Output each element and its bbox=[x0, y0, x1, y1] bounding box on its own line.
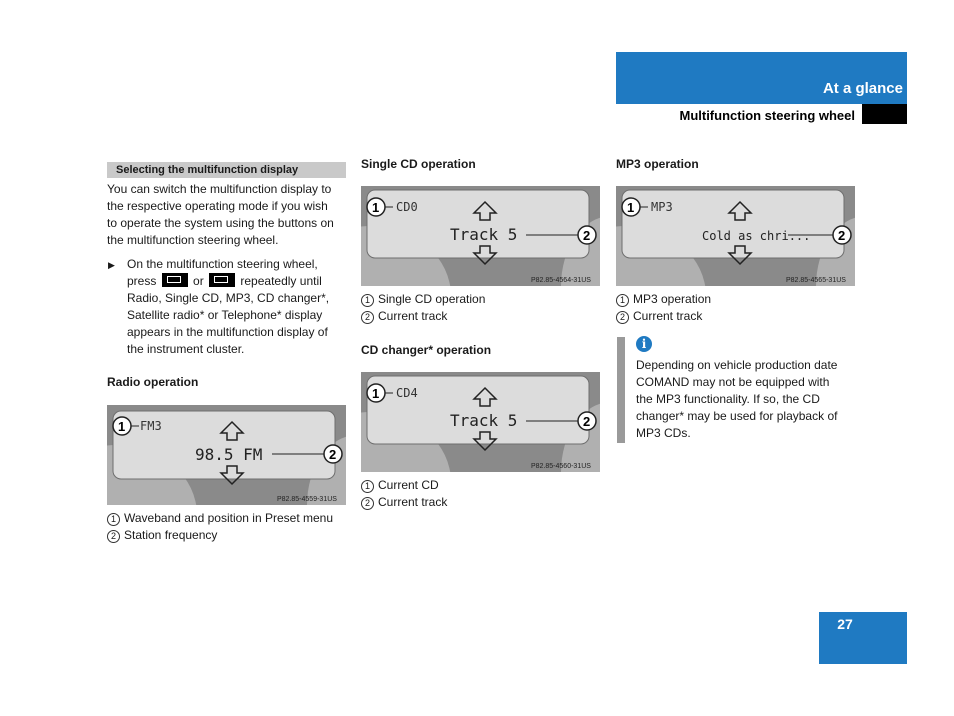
section-marker-bar bbox=[862, 104, 907, 124]
step-repeat-text: repeatedly until bbox=[240, 274, 322, 288]
shaded-heading: Selecting the multifunction display bbox=[107, 162, 346, 178]
caption-number: 2 bbox=[361, 311, 374, 324]
single-cd-captions bbox=[361, 291, 606, 325]
caption-item bbox=[361, 308, 606, 325]
svg-text:1: 1 bbox=[627, 200, 635, 215]
step-or-text: or bbox=[193, 274, 204, 288]
single-cd-heading: Single CD operation bbox=[361, 157, 476, 171]
intro-line: You can switch the multifunction display to bbox=[107, 182, 332, 196]
radio-display-image bbox=[107, 405, 346, 505]
caption-number: 2 bbox=[361, 497, 374, 510]
image-reference: P82.85-4559-31US bbox=[277, 496, 337, 503]
caption-item bbox=[616, 308, 861, 325]
svg-text:2: 2 bbox=[838, 228, 846, 243]
caption-item bbox=[107, 527, 352, 544]
step-line: Satellite radio* or Telephone* display bbox=[127, 308, 323, 322]
caption-item bbox=[361, 291, 606, 308]
info-line: COMAND may not be equipped with bbox=[636, 375, 830, 389]
display-select-up-button-icon bbox=[162, 273, 188, 287]
caption-number: 2 bbox=[107, 530, 120, 543]
caption-number: 2 bbox=[616, 311, 629, 324]
caption-item bbox=[361, 477, 606, 494]
display-value: Track 5 bbox=[450, 225, 518, 244]
caption-text: Single CD operation bbox=[378, 292, 486, 306]
display-mode-label: CD4 bbox=[396, 386, 418, 400]
image-reference: P82.85-4565-31US bbox=[786, 277, 846, 284]
radio-heading: Radio operation bbox=[107, 375, 199, 389]
step-press-text: press bbox=[127, 274, 157, 288]
caption-item bbox=[616, 291, 861, 308]
page-number: 27 bbox=[837, 616, 853, 632]
caption-item bbox=[107, 510, 352, 527]
info-line: the MP3 functionality. If so, the CD bbox=[636, 392, 820, 406]
caption-text: MP3 operation bbox=[633, 292, 712, 306]
cd-changer-captions bbox=[361, 477, 606, 511]
display-mode-label: MP3 bbox=[651, 200, 673, 214]
step-line: appears in the multifunction display of bbox=[127, 325, 328, 339]
caption-number: 1 bbox=[361, 294, 374, 307]
step-block bbox=[107, 256, 352, 358]
svg-text:1: 1 bbox=[372, 386, 380, 401]
step-line: the instrument cluster. bbox=[127, 342, 245, 356]
info-note-bar bbox=[617, 337, 625, 443]
caption-text: Current track bbox=[633, 309, 703, 323]
svg-text:2: 2 bbox=[583, 228, 591, 243]
step-line-press bbox=[127, 273, 352, 290]
bullet-triangle-icon: ▶ bbox=[108, 260, 115, 270]
info-note-text bbox=[636, 357, 866, 442]
caption-number: 1 bbox=[107, 513, 120, 526]
svg-text:1: 1 bbox=[118, 419, 126, 434]
intro-line: the respective operating mode if you wish bbox=[107, 199, 328, 213]
display-value: Cold as chri... bbox=[702, 229, 811, 243]
step-line: On the multifunction steering wheel, bbox=[127, 257, 318, 271]
image-reference: P82.85-4564-31US bbox=[531, 277, 591, 284]
display-mode-label: CD0 bbox=[396, 200, 418, 214]
display-mode-label: FM3 bbox=[140, 419, 162, 433]
display-value: Track 5 bbox=[450, 411, 518, 430]
mp3-display-image bbox=[616, 186, 855, 286]
cd-changer-display-image bbox=[361, 372, 600, 472]
caption-text: Waveband and position in Preset menu bbox=[124, 511, 334, 525]
svg-text:2: 2 bbox=[329, 447, 337, 462]
section-title: Multifunction steering wheel bbox=[679, 108, 855, 123]
step-line: Radio, Single CD, MP3, CD changer*, bbox=[127, 291, 330, 305]
caption-text: Current track bbox=[378, 309, 448, 323]
single-cd-display-image bbox=[361, 186, 600, 286]
display-value: 98.5 FM bbox=[195, 445, 263, 464]
caption-text: Current track bbox=[378, 495, 448, 509]
info-line: MP3 CDs. bbox=[636, 426, 691, 440]
intro-line: to operate the system using the buttons on bbox=[107, 216, 334, 230]
caption-number: 1 bbox=[361, 480, 374, 493]
info-line: Depending on vehicle production date bbox=[636, 358, 838, 372]
image-reference: P82.85-4560-31US bbox=[531, 463, 591, 470]
info-line: changer* may be used for playback of bbox=[636, 409, 838, 423]
info-icon: i bbox=[636, 336, 652, 352]
caption-item bbox=[361, 494, 606, 511]
mp3-captions bbox=[616, 291, 861, 325]
svg-text:1: 1 bbox=[372, 200, 380, 215]
chapter-title: At a glance bbox=[822, 80, 903, 97]
radio-captions bbox=[107, 510, 352, 544]
display-select-down-button-icon bbox=[209, 273, 235, 287]
caption-text: Station frequency bbox=[124, 528, 218, 542]
caption-text: Current CD bbox=[378, 478, 439, 492]
cd-changer-heading: CD changer* operation bbox=[361, 343, 492, 357]
intro-line: the multifunction steering wheel. bbox=[107, 233, 279, 247]
intro-paragraph bbox=[107, 181, 352, 249]
caption-number: 1 bbox=[616, 294, 629, 307]
svg-text:2: 2 bbox=[583, 414, 591, 429]
mp3-heading: MP3 operation bbox=[616, 157, 699, 171]
